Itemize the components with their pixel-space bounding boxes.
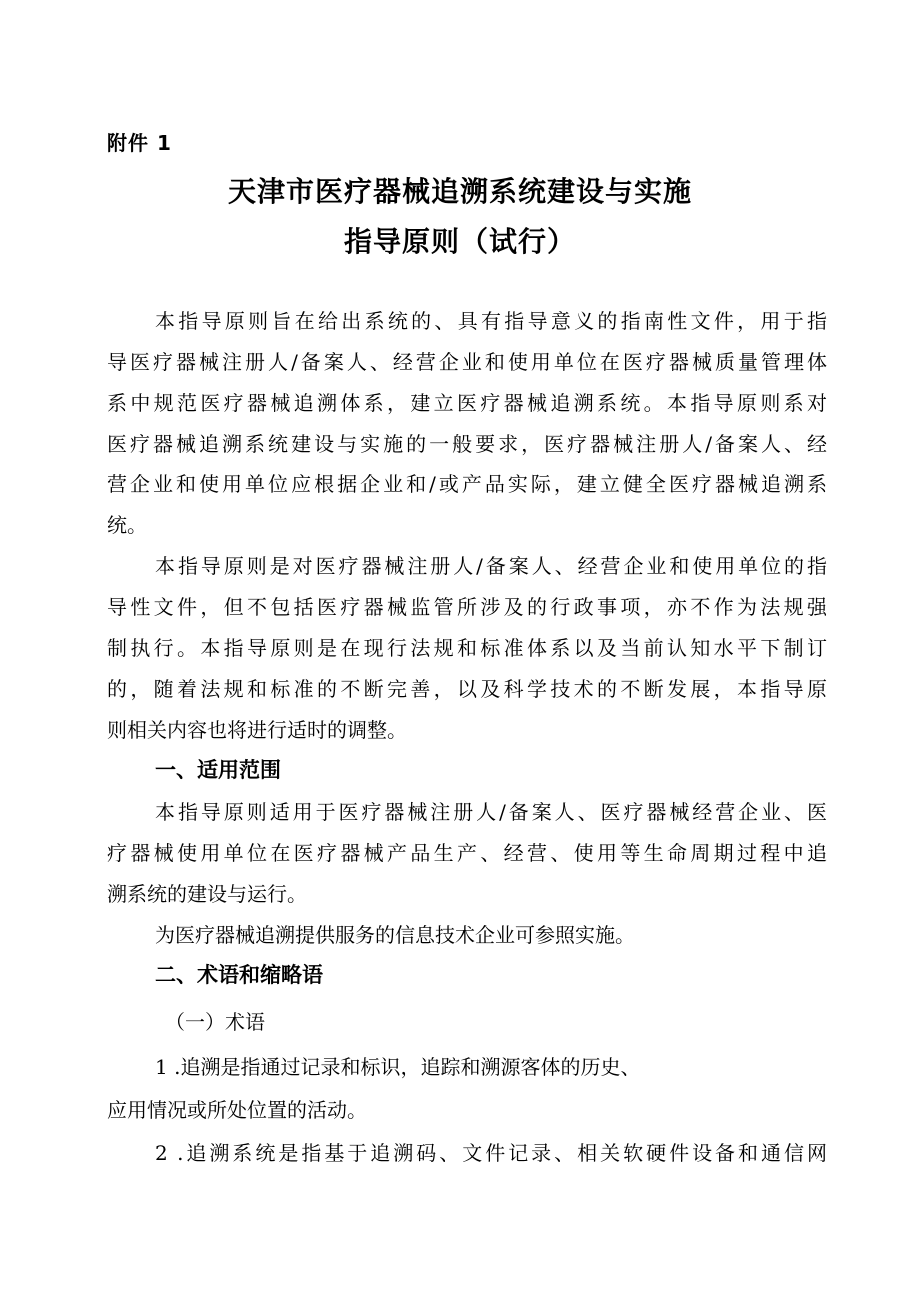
para2-line: 的，随着法规和标准的不断完善，以及科学技术的不断发展，本指导原	[107, 677, 827, 701]
intro-line: 本指导原则旨在给出系统的、具有指导意义的指南性文件，用于指	[155, 309, 827, 333]
term-1-line-1: 1 .追溯是指通过记录和标识，追踪和溯源客体的历史、	[155, 1055, 641, 1079]
intro-line: 统。	[107, 513, 147, 537]
intro-line: 导医疗器械注册人/备案人、经营企业和使用单位在医疗器械质量管理体	[107, 350, 827, 374]
para2-line: 本指导原则是对医疗器械注册人/备案人、经营企业和使用单位的指	[155, 554, 827, 578]
attachment-label: 附件 1	[107, 131, 172, 155]
intro-line: 医疗器械追溯系统建设与实施的一般要求，医疗器械注册人/备案人、经	[107, 432, 827, 456]
section1-line: 疗器械使用单位在医疗器械产品生产、经营、使用等生命周期过程中追	[107, 841, 827, 865]
term-2-line-1: 2 .追溯系统是指基于追溯码、文件记录、相关软硬件设备和通信网	[155, 1141, 827, 1165]
para2-line: 则相关内容也将进行适时的调整。	[107, 718, 407, 742]
section1-line: 溯系统的建设与运行。	[107, 882, 307, 906]
section-heading-scope: 一、适用范围	[155, 758, 281, 782]
section1-note: 为医疗器械追溯提供服务的信息技术企业可参照实施。	[155, 923, 635, 947]
document-title-line-1: 天津市医疗器械追溯系统建设与实施	[227, 175, 692, 208]
term-1-line-2: 应用情况或所处位置的活动。	[107, 1098, 367, 1122]
intro-line: 营企业和使用单位应根据企业和/或产品实际，建立健全医疗器械追溯系	[107, 472, 827, 496]
section1-line: 本指导原则适用于医疗器械注册人/备案人、医疗器械经营企业、医	[155, 800, 827, 824]
section-heading-terms: 二、术语和缩略语	[155, 963, 323, 987]
subsection-label-terms: （一）术语	[165, 1010, 265, 1034]
intro-line: 系中规范医疗器械追溯体系，建立医疗器械追溯系统。本指导原则系对	[107, 391, 827, 415]
para2-line: 导性文件，但不包括医疗器械监管所涉及的行政事项，亦不作为法规强	[107, 595, 827, 619]
para2-line: 制执行。本指导原则是在现行法规和标准体系以及当前认知水平下制订	[107, 636, 827, 660]
document-title-line-2: 指导原则（试行）	[343, 225, 576, 258]
